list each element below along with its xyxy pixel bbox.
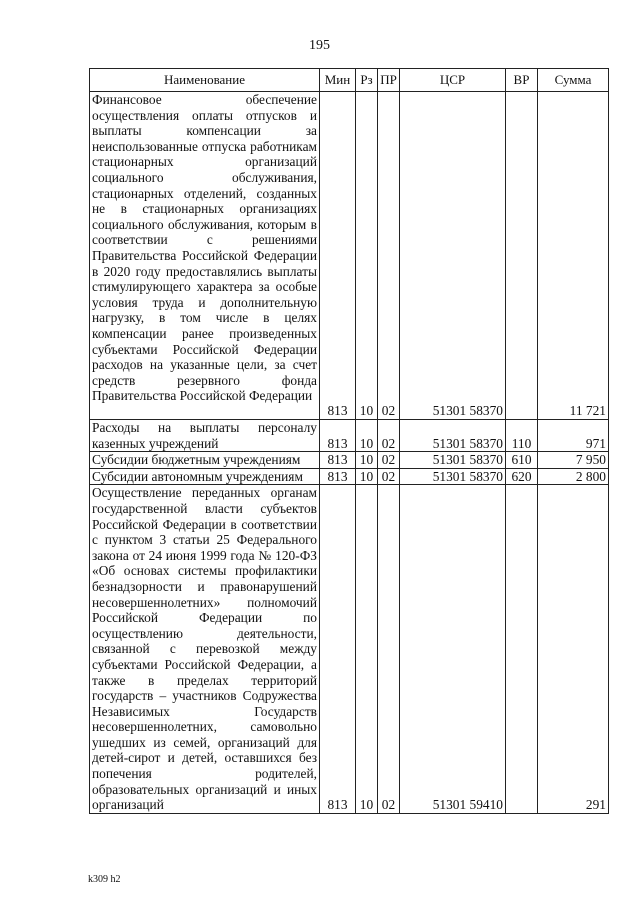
row-rz: 10 <box>356 452 378 469</box>
header-vr: ВР <box>506 69 538 92</box>
row-csr: 51301 58370 <box>400 452 506 469</box>
document-code: k309 h2 <box>88 874 121 885</box>
row-pr: 02 <box>378 452 400 469</box>
row-name: Субсидии бюджетным учреждениям <box>90 452 320 469</box>
header-name: Наименование <box>90 69 320 92</box>
row-min: 813 <box>320 420 356 452</box>
row-rz: 10 <box>356 485 378 813</box>
row-vr: 610 <box>506 452 538 469</box>
row-rz: 10 <box>356 420 378 452</box>
header-csr: ЦСР <box>400 69 506 92</box>
row-min: 813 <box>320 452 356 469</box>
row-pr: 02 <box>378 92 400 420</box>
header-rz: Рз <box>356 69 378 92</box>
table-header-row <box>90 69 609 92</box>
row-vr <box>506 92 538 420</box>
row-pr: 02 <box>378 420 400 452</box>
row-sum: 7 950 <box>538 452 609 469</box>
row-name: Расходы на выплаты персоналу казенных учреждений <box>90 420 320 452</box>
row-sum: 11 721 <box>538 92 609 420</box>
table-row <box>90 485 609 813</box>
header-min: Мин <box>320 69 356 92</box>
row-sum: 291 <box>538 485 609 813</box>
row-sum: 2 800 <box>538 468 609 485</box>
row-csr: 51301 58370 <box>400 468 506 485</box>
row-name: Субсидии автономным учреждениям <box>90 468 320 485</box>
row-csr: 51301 58370 <box>400 420 506 452</box>
row-min: 813 <box>320 485 356 813</box>
row-rz: 10 <box>356 92 378 420</box>
budget-table <box>89 68 609 814</box>
table-row <box>90 92 609 420</box>
row-min: 813 <box>320 468 356 485</box>
row-vr <box>506 485 538 813</box>
row-sum: 971 <box>538 420 609 452</box>
row-csr: 51301 58370 <box>400 92 506 420</box>
table-row <box>90 452 609 469</box>
header-pr: ПР <box>378 69 400 92</box>
row-pr: 02 <box>378 485 400 813</box>
row-vr: 620 <box>506 468 538 485</box>
row-csr: 51301 59410 <box>400 485 506 813</box>
row-name: Осуществление переданных органам государственной власти субъектов Российской Федерации в соответствии с пунктом 3 статьи 25 Федерального закона от 24 июня 1999 года № 120-ФЗ «Об основах системы профилактики безнадзорности и правонарушений несовершеннолетних» полномочий Российской Федерации по осуществлению деятельности, связанной с перевозкой между субъектами Российской Федерации, а также в пределах территорий государств – участников Содружества Независимых Государств несовершеннолетних, самовольно ушедших из семей, организаций для детей-сирот и детей, оставшихся без попечения родителей, образовательных организаций и иных организаций <box>90 485 320 813</box>
table-row <box>90 420 609 452</box>
row-name: Финансовое обеспечение осуществления оплаты отпусков и выплаты компенсации за неиспользованные отпуска работникам стационарных организаций социального обслуживания, стационарных отделений, созданных не в стационарных организациях социального обслуживания, которым в соответствии с решениями Правительства Российской Федерации в 2020 году предоставлялись выплаты стимулирующего характера за особые условия труда и дополнительную нагрузку, в том числе в целях компенсации ранее произведенных субъектами Российской Федерации расходов на указанные цели, за счет средств резервного фонда Правительства Российской Федерации <box>90 92 320 420</box>
header-sum: Сумма <box>538 69 609 92</box>
row-rz: 10 <box>356 468 378 485</box>
row-pr: 02 <box>378 468 400 485</box>
page-number: 195 <box>309 38 330 53</box>
table-row <box>90 468 609 485</box>
row-vr: 110 <box>506 420 538 452</box>
row-min: 813 <box>320 92 356 420</box>
